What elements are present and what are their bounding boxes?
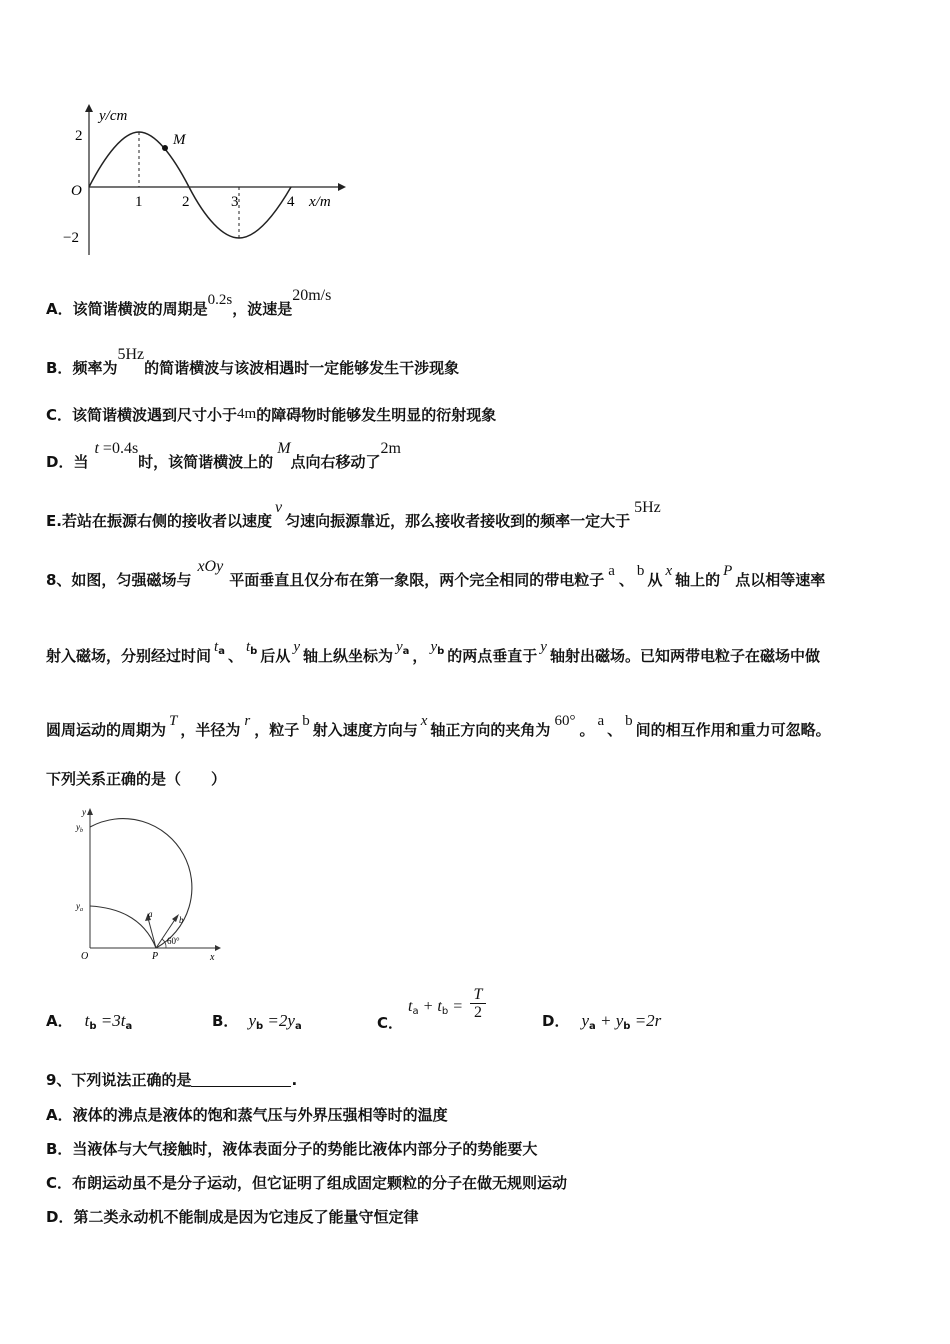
q8-l2-ya: y — [396, 639, 403, 655]
q7-d-t: t — [94, 440, 99, 457]
q8-opt-b-label: B． — [212, 1012, 239, 1030]
wave-xtick-1: 1 — [135, 194, 143, 210]
wave-origin: O — [71, 183, 82, 199]
q8-l2-t1: 射入磁场，分别经过时间 — [46, 647, 212, 665]
q8-l2-ya-sub: a — [402, 646, 410, 657]
q7-c-text1: 该简谐横波遇到尺寸小于 — [72, 406, 238, 424]
q8-option-c-expr — [408, 996, 463, 1016]
wave-xtick-2: 2 — [182, 194, 190, 210]
q8-option-b — [212, 1010, 302, 1031]
q8-l3-t4: 射入速度方向与 — [312, 721, 418, 739]
q8-opt-a-sub2: a — [125, 1021, 133, 1032]
q8-l2-t5: 轴射出磁场。已知两带电粒子在磁场中做 — [549, 647, 820, 665]
q8-l3-t6: 。 — [579, 721, 595, 739]
q9-title-text: 9、下列说法正确的是 — [46, 1071, 192, 1089]
q8-opt-c-sub2: b — [441, 1006, 449, 1017]
arrow-b-head — [172, 914, 179, 922]
q8-opt-b-mid: =2y — [263, 1011, 295, 1030]
fig-origin: O — [81, 951, 89, 962]
q8-opt-c-num: T — [473, 986, 483, 1003]
fig-b-label: b — [179, 915, 184, 925]
q8-l1-a: a — [608, 563, 615, 579]
arrow-a — [148, 918, 156, 948]
q8-l1-t6: 点以相等速率 — [735, 571, 826, 589]
wave-ytick-2: 2 — [75, 128, 83, 144]
q7-a-text2: ，波速是 — [232, 300, 293, 318]
q8-opt-c-t: t — [408, 998, 413, 1015]
q8-opt-a-mid: =3t — [96, 1011, 126, 1030]
q7-c-size: 4m — [237, 406, 257, 422]
q9-option-c: C．布朗运动虽不是分子运动，但它证明了组成固定颗粒的分子在做无规则运动 — [46, 1174, 568, 1192]
q8-l2-t2: 后从 — [260, 647, 291, 665]
fig-angle-label: 60° — [167, 936, 180, 946]
fig-ya-label: $y_a$ — [76, 901, 83, 913]
q8-l2-tb-sub: b — [250, 646, 258, 657]
wave-graph — [55, 100, 355, 260]
q7-b-text1: 频率为 — [72, 359, 118, 377]
wave-curve — [89, 132, 291, 238]
q8-l1-t4: 从 — [647, 571, 663, 589]
q8-l2-yb: y — [430, 639, 438, 655]
q8-opt-c-den: 2 — [474, 1004, 482, 1021]
q7-b-label: B． — [46, 359, 73, 377]
q7-e-freq: 5Hz — [634, 499, 661, 516]
q9-option-b: B．当液体与大气接触时，液体表面分子的势能比液体内部分子的势能要大 — [46, 1140, 538, 1158]
q8-opt-d-eq: =2r — [630, 1011, 662, 1030]
q8-option-c — [377, 1012, 403, 1033]
q7-d-dist: 2m — [380, 440, 401, 457]
q7-c-label: C． — [46, 406, 73, 424]
q8-l3-r: r — [244, 713, 251, 729]
q8-l3-b2: b — [625, 713, 633, 729]
wave-m-label: M — [173, 132, 186, 148]
q8-l3-t7: 、 — [607, 721, 623, 739]
fig-y-label: y — [82, 807, 86, 817]
q8-opt-d-plus: + y — [595, 1011, 624, 1030]
q9-title-end: . — [291, 1071, 298, 1089]
wave-ytick-neg2: −2 — [63, 230, 79, 246]
q7-option-b — [46, 346, 460, 378]
wave-y-label: y/cm — [99, 108, 128, 124]
q8-opt-d-sub2: b — [623, 1021, 631, 1032]
q8-l1-x: x — [665, 563, 673, 579]
q8-l3-angle: 60° — [554, 713, 576, 729]
fig-p-label: P — [152, 951, 159, 962]
q8-opt-a-t: t — [84, 1011, 90, 1030]
q8-xoy: xOy — [197, 558, 224, 575]
q8-line2 — [46, 639, 820, 666]
q8-l1-p: P — [723, 563, 733, 579]
q8-opt-a-sub1: b — [89, 1021, 97, 1032]
q8-l3-x: x — [420, 713, 428, 729]
magnetic-figure — [70, 805, 230, 965]
q8-opt-b-sub1: b — [255, 1021, 264, 1032]
q8-l3-T: T — [169, 713, 178, 729]
fig-a-label: a — [148, 909, 153, 919]
q8-l1-b: b — [636, 563, 645, 579]
q7-option-e — [46, 499, 661, 531]
q7-d-m: M — [277, 440, 291, 457]
q8-l1-t1: 8、如图，匀强磁场与 — [46, 571, 192, 589]
q8-option-c-fraction — [470, 986, 486, 1021]
q7-b-text2: 的简谐横波与该波相遇时一定能够发生干涉现象 — [144, 359, 460, 377]
wave-x-label: x/m — [309, 194, 331, 210]
q8-opt-b-sub2: a — [294, 1021, 302, 1032]
q8-l3-t3: ，粒子 — [254, 721, 300, 739]
q7-b-freq: 5Hz — [117, 346, 145, 363]
wave-x-arrow — [338, 183, 346, 191]
wave-xtick-3: 3 — [231, 194, 239, 210]
q8-l1-t2: 平面垂直且仅分布在第一象限，两个完全相同的带电粒子 — [229, 571, 605, 589]
q7-d-time: =0.4s — [98, 440, 139, 457]
fig-x-label: x — [210, 952, 215, 963]
q8-l2-sep: 、 — [227, 647, 243, 665]
q8-l3-t8: 间的相互作用和重力可忽略。 — [635, 721, 831, 739]
q7-a-speed: 20m/s — [292, 287, 332, 304]
q8-l2-tb: t — [245, 639, 251, 655]
q8-l2-ta-sub: a — [218, 646, 225, 657]
q7-a-text1: 该简谐横波的周期是 — [72, 300, 208, 318]
q7-d-text1: 当 — [73, 453, 89, 471]
q8-l2-yb-sub: b — [437, 646, 445, 657]
q8-line4: 下列关系正确的是（ ） — [46, 770, 227, 788]
q7-c-text2: 的障碍物时能够发生明显的衍射现象 — [256, 406, 497, 424]
q8-opt-a-label: A． — [46, 1012, 73, 1030]
q7-d-text2: 时，该简谐横波上的 — [138, 453, 274, 471]
q7-e-v: v — [274, 499, 283, 516]
q7-a-period: 0.2s — [207, 292, 233, 308]
q8-l2-t3: 轴上纵坐标为 — [302, 647, 393, 665]
q8-l2-y2: y — [540, 639, 547, 655]
q8-l2-t4: 的两点垂直于 — [447, 647, 538, 665]
fig-yb-label: $y_b$ — [76, 822, 83, 834]
q8-line1 — [46, 558, 826, 590]
arc-a — [90, 906, 156, 948]
q7-d-label: D． — [46, 453, 74, 471]
q8-l3-t1: 圆周运动的周期为 — [46, 721, 167, 739]
q8-l1-t5: 轴上的 — [675, 571, 721, 589]
q8-l2-ta: t — [214, 639, 219, 655]
point-m — [162, 145, 168, 151]
q8-opt-c-eq: = — [448, 998, 463, 1015]
q8-l2-y: y — [293, 639, 300, 655]
q7-a-label: A． — [46, 300, 73, 318]
q9-option-a: A．液体的沸点是液体的饱和蒸气压与外界压强相等时的温度 — [46, 1106, 448, 1124]
q8-opt-c-label: C． — [377, 1014, 404, 1032]
q7-e-label: E. — [46, 512, 62, 530]
q7-option-d — [46, 440, 401, 472]
q7-option-a — [46, 287, 332, 319]
q8-l3-b: b — [302, 713, 310, 729]
q9-option-d: D．第二类永动机不能制成是因为它违反了能量守恒定律 — [46, 1208, 419, 1226]
q8-l1-t3: 、 — [618, 571, 634, 589]
q8-opt-d-label: D． — [542, 1012, 570, 1030]
q8-l3-t5: 轴正方向的夹角为 — [430, 721, 551, 739]
q7-e-text1: 若站在振源右侧的接收者以速度 — [61, 512, 272, 530]
q8-opt-d-y: y — [581, 1011, 589, 1030]
q8-option-a — [46, 1010, 132, 1031]
q8-opt-c-sub1: a — [412, 1006, 419, 1017]
fig-y-arrow — [87, 808, 93, 815]
q8-opt-d-sub1: a — [589, 1021, 596, 1032]
wave-xtick-4: 4 — [287, 194, 295, 210]
q7-d-text3: 点向右移动了 — [290, 453, 381, 471]
q8-opt-c-plus: + t — [418, 998, 442, 1015]
arc-b — [90, 819, 192, 948]
q7-e-text2: 匀速向振源靠近，那么接收者接收到的频率一定大于 — [285, 512, 631, 530]
q8-l2-comma: ， — [412, 647, 428, 665]
q8-option-d — [542, 1010, 661, 1031]
q9-blank[interactable] — [191, 1072, 291, 1087]
fig-x-arrow — [215, 945, 221, 951]
q8-opt-b-y: y — [248, 1011, 256, 1030]
q8-l3-t2: ，半径为 — [180, 721, 241, 739]
wave-y-arrow — [85, 104, 93, 112]
q8-line3 — [46, 713, 831, 740]
q8-l3-a: a — [597, 713, 605, 729]
q7-option-c — [46, 404, 496, 425]
q9-title — [46, 1069, 297, 1090]
